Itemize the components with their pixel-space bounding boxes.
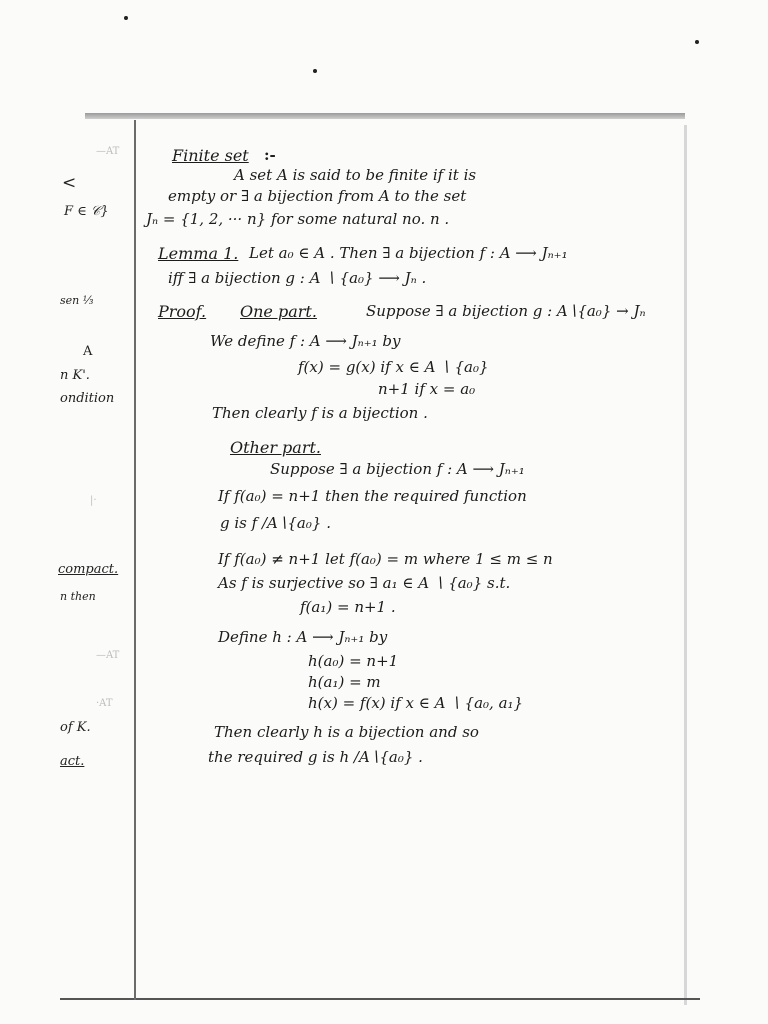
scan-speck xyxy=(695,40,699,44)
margin-line xyxy=(134,120,136,1000)
proof-line: h(a₀) = n+1 xyxy=(308,652,399,670)
proof-line: Suppose ∃ a bijection f : A ⟶ Jₙ₊₁ xyxy=(270,460,525,478)
prev-page-fragment: n K'. xyxy=(60,368,90,383)
proof-line: Then clearly f is a bijection . xyxy=(212,404,428,422)
faint-ghost-mark: ·AT xyxy=(96,698,113,709)
heading-other-part: Other part. xyxy=(230,438,321,457)
proof-line: n+1 if x = a₀ xyxy=(378,380,476,398)
heading-finite-set: Finite set xyxy=(172,146,249,165)
prev-page-fragment: sen ⅓ xyxy=(60,294,94,307)
lemma-line: Let a₀ ∈ A . Then ∃ a bijection f : A ⟶ Jₙ₊₁ xyxy=(249,244,568,262)
proof-line: g is f /A∖{a₀} . xyxy=(220,514,331,532)
proof-line: Then clearly h is a bijection and so xyxy=(214,723,479,741)
lemma-line: iff ∃ a bijection g : A ∖ {a₀} ⟶ Jₙ . xyxy=(168,269,427,287)
page-top-edge xyxy=(85,113,685,119)
proof-line: h(a₁) = m xyxy=(308,673,381,691)
heading-lemma: Lemma 1. xyxy=(158,244,239,263)
heading-proof: Proof. xyxy=(158,302,207,321)
proof-line: Suppose ∃ a bijection g : A∖{a₀} → Jₙ xyxy=(366,302,646,320)
proof-line: If f(a₀) = n+1 then the required function xyxy=(218,487,527,505)
proof-line: We define f : A ⟶ Jₙ₊₁ by xyxy=(210,332,401,350)
definition-line: A set A is said to be finite if it is xyxy=(234,166,477,184)
proof-line: the required g is h /A∖{a₀} . xyxy=(208,748,423,766)
definition-line: empty or ∃ a bijection from A to the set xyxy=(168,187,467,205)
definition-line: Jₙ = {1, 2, ··· n} for some natural no. n . xyxy=(146,210,450,228)
page-right-edge xyxy=(684,125,687,1005)
proof-line: f(a₁) = n+1 . xyxy=(300,598,396,616)
proof-line: Define h : A ⟶ Jₙ₊₁ by xyxy=(218,628,388,646)
page-bottom-line xyxy=(60,998,700,1000)
scan-speck xyxy=(313,69,317,73)
faint-ghost-mark: —AT xyxy=(96,146,120,157)
prev-page-fragment: A xyxy=(83,344,93,359)
heading-one-part: One part. xyxy=(240,302,317,321)
prev-page-fragment: ondition xyxy=(60,391,115,406)
scan-speck xyxy=(124,16,128,20)
faint-ghost-mark: —AT xyxy=(96,650,120,661)
proof-line: If f(a₀) ≠ n+1 let f(a₀) = m where 1 ≤ m ≤ n xyxy=(218,550,553,568)
prev-page-fragment: F ∈ 𝒞} xyxy=(64,204,109,219)
faint-ghost-mark: |· xyxy=(90,495,97,506)
proof-line: As f is surjective so ∃ a₁ ∈ A ∖ {a₀} s.t. xyxy=(218,574,511,592)
proof-line: f(x) = g(x) if x ∈ A ∖ {a₀} xyxy=(298,358,489,376)
prev-page-fragment: n then xyxy=(60,590,96,603)
prev-page-fragment: of K. xyxy=(60,720,91,735)
heading-colon: :- xyxy=(264,146,276,164)
prev-page-fragment: act. xyxy=(60,754,85,769)
proof-line: h(x) = f(x) if x ∈ A ∖ {a₀, a₁} xyxy=(308,694,524,712)
prev-page-fragment: compact. xyxy=(58,562,119,577)
prev-page-fragment: < xyxy=(62,173,77,193)
